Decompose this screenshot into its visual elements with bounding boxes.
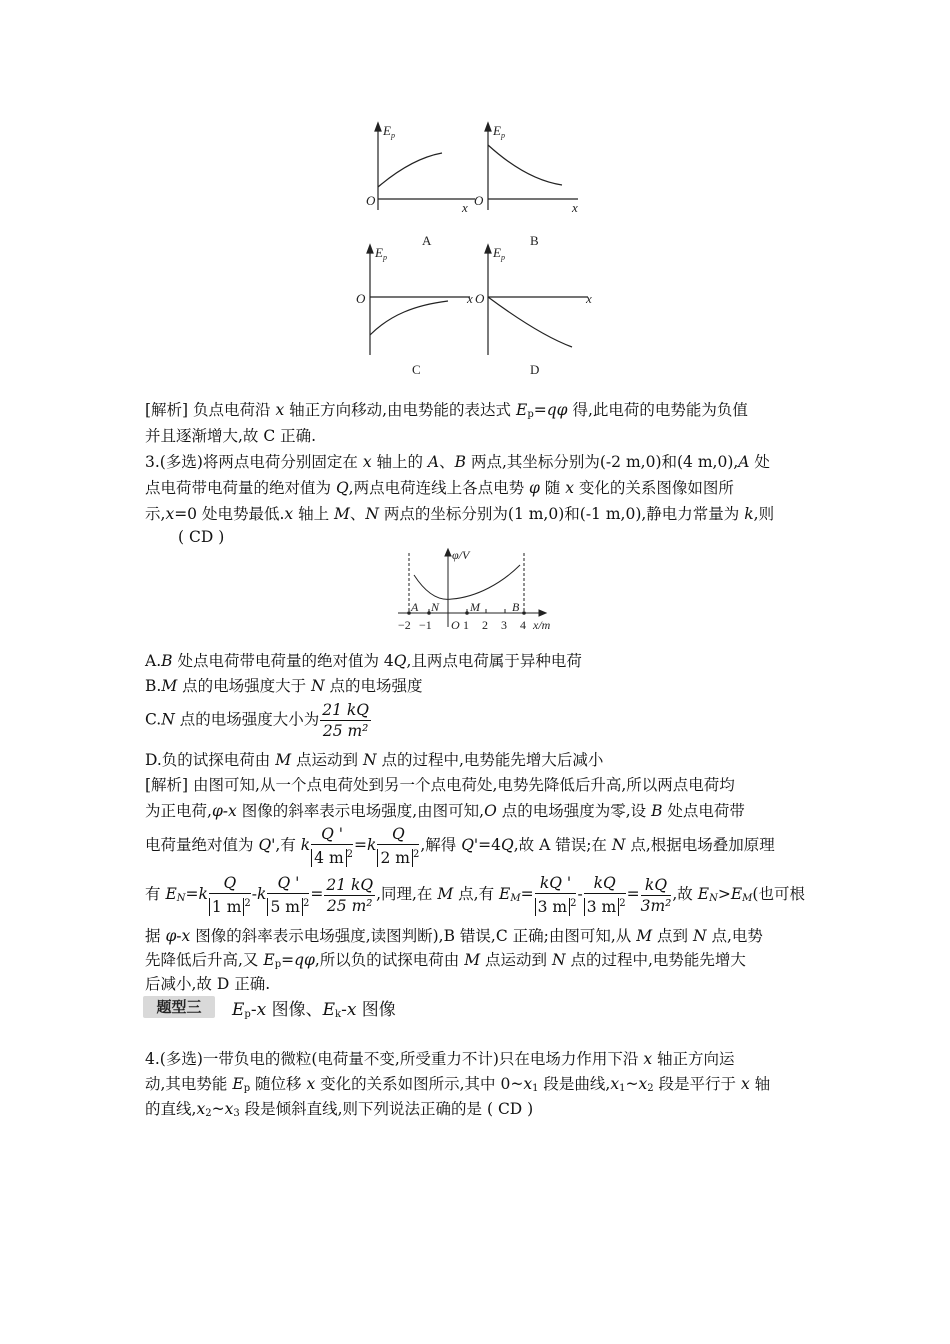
explain3-line6: 先降低后升高,又 $E_p=q\varphi$,所以负的试探电荷由 M 点运动到 N 点的过程中,电势能先增大: [145, 951, 746, 970]
tick-o: O: [451, 618, 460, 632]
graph-c-origin: O: [356, 291, 366, 306]
options-figure: [350, 115, 610, 385]
tick-3: 3: [501, 618, 507, 632]
graph-d-ylabel: $E_p$: [493, 245, 505, 262]
explain2-line1: [解析] 负点电荷沿 x 轴正方向移动,由电势能的表达式 $E_p=q\varphi$ 得,此电荷的电势能为负值: [145, 401, 748, 420]
phi-curve: [414, 565, 520, 599]
pt-a: A: [411, 600, 419, 614]
phi-xlabel: x/m: [533, 618, 551, 632]
graph-a-origin: O: [366, 193, 376, 208]
explain3-line1: [解析] 由图可知,从一个点电荷处到另一个点电荷处,电势先降低后升高,所以两点电荷均: [145, 776, 735, 794]
pt-n: N: [431, 600, 440, 614]
explain3-line2: 为正电荷,φ-x 图像的斜率表示电场强度,由图可知,O 点的电场强度为零,设 B 处点电荷带: [145, 802, 745, 820]
graph-d-xlabel: x: [586, 291, 592, 306]
tick-4: 4: [520, 618, 526, 632]
section-tag: 题型三: [143, 996, 215, 1018]
graph-c-label: C: [412, 362, 421, 377]
phi-x-graph: [392, 545, 567, 637]
graph-c-xlabel: x: [467, 291, 473, 306]
q3-option-a: A.B 处点电荷带电荷量的绝对值为 4Q,且两点电荷属于异种电荷: [145, 652, 582, 670]
q3-option-d: D.负的试探电荷由 M 点运动到 N 点的过程中,电势能先增大后减小: [145, 751, 604, 769]
graph-b-curve: [488, 145, 562, 185]
graph-b-label: B: [530, 233, 539, 248]
graph-c-ylabel: $E_p$: [375, 245, 387, 262]
explain3-line7: 后减小,故 D 正确.: [145, 975, 271, 993]
pt-b: B: [512, 600, 520, 614]
q3-line2: 点电荷带电荷量的绝对值为 Q,两点电荷连线上各点电势 φ 随 x 变化的关系图像如图所: [145, 479, 734, 497]
pt-m: M: [470, 600, 480, 614]
q4-line2: 动,其电势能 $E_p$ 随位移 x 变化的关系如图所示,其中 $0\sim x_1$ 段是曲线$,x_1\sim x_2$ 段是平行于 x 轴: [145, 1075, 771, 1094]
graph-a-xlabel: x: [462, 200, 468, 215]
graph-b-ylabel: $E_p$: [493, 123, 505, 140]
tick-1: 1: [463, 618, 469, 632]
graph-c-curve: [370, 301, 448, 335]
q3-line3: 示,x=0 处电势最低.x 轴上 M、N 两点的坐标分别为(1 m,0)和(-1 m,0),静电力常量为 k,则: [145, 505, 775, 523]
graph-d-label: D: [530, 362, 540, 377]
q3-option-b: B.M 点的电场强度大于 N 点的电场强度: [145, 677, 423, 695]
explain3-line4: 有 $E_N=k$ $\frac{Q}{1 m ^2}$ -k $\frac{Q '}{5 m ^2}$ = $\frac{21 kQ}{\text{25 m²}}$ ,同理,在 M 点,有 $E_M=$ $\frac{kQ '}{3 m ^2}$ - $\frac{kQ}{3 m ^2}$ = $\frac{kQ}{\text{3m²}}$ ,故 $E_N>E_M$(也可根: [145, 874, 805, 917]
section-title: $E_p-x$ 图像、$E_k-x$ 图像: [232, 1000, 396, 1020]
q4-line1: 4.(多选)一带负电的微粒(电荷量不变,所受重力不计)只在电场力作用下沿 x 轴正方向运: [145, 1050, 735, 1068]
q3-option-c: C.N 点的电场强度大小为 $\frac{21 kQ}{\text{25 m²}}$: [145, 701, 369, 740]
graph-b-xlabel: x: [572, 200, 578, 215]
graph-d-origin: O: [475, 291, 485, 306]
graph-d-curve: [488, 297, 572, 347]
explain3-line3: 电荷量绝对值为 Q',有 k $\frac{Q '}{4 m ^2}$ =k $\frac{Q}{2 m ^2}$ ,解得 Q'=4Q,故 A 错误;在 N 点,根据电场叠加原理: [145, 825, 775, 868]
q3-answer: ( CD ): [178, 528, 225, 546]
graph-a-label: A: [422, 233, 432, 248]
graph-a-curve: [378, 153, 442, 187]
phi-ylabel: φ/V: [452, 548, 470, 562]
graph-b-origin: O: [474, 193, 484, 208]
q3-line1: 3.(多选)将两点电荷分别固定在 x 轴上的 A、B 两点,其坐标分别为(-2 m,0)和(4 m,0),A 处: [145, 453, 770, 471]
explain2-line2: 并且逐渐增大,故 C 正确.: [145, 427, 317, 445]
tick-2: 2: [482, 618, 488, 632]
q4-line3: 的直线$,x_2\sim x_3$ 段是倾斜直线,则下列说法正确的是 ( CD ): [145, 1100, 534, 1119]
explain3-line5: 据 φ-x 图像的斜率表示电场强度,读图判断),B 错误,C 正确;由图可知,从 M 点到 N 点,电势: [145, 927, 763, 945]
graph-a-ylabel: $E_p$: [383, 123, 395, 140]
tick-m1: −1: [419, 618, 432, 632]
tick-m2: −2: [398, 618, 411, 632]
